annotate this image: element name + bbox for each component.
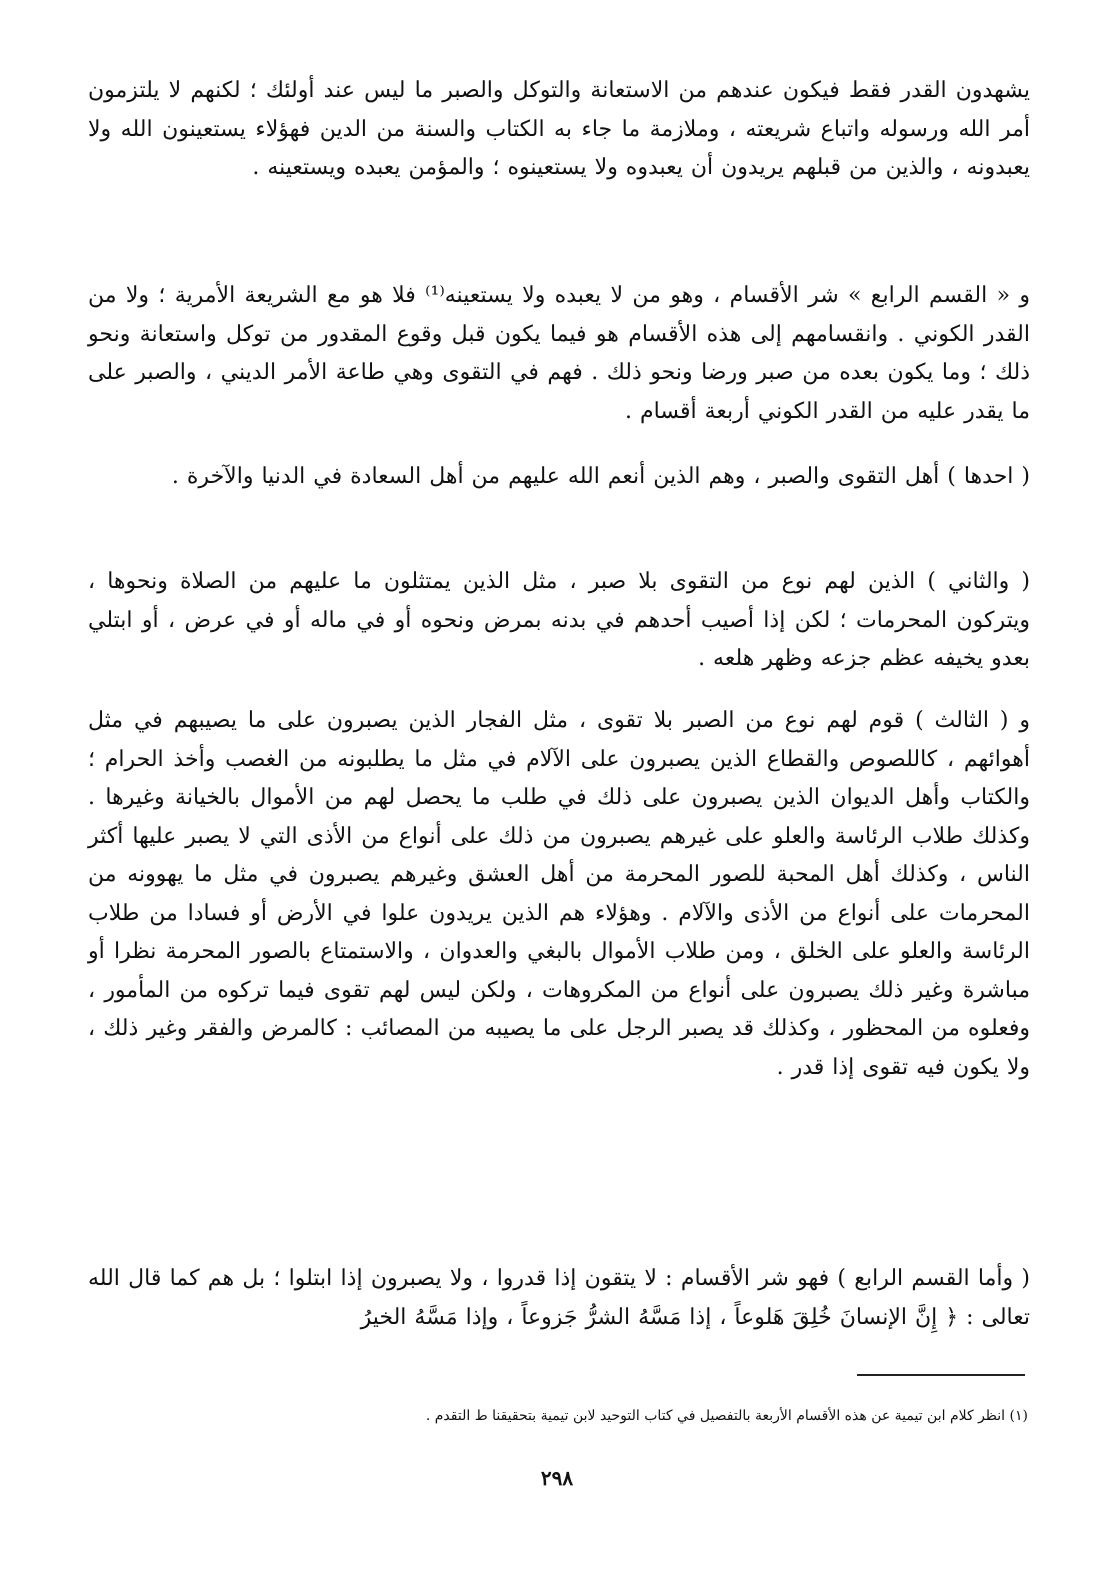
paragraph-3: ( احدها ) أهل التقوى والصبر ، وهم الذين أنعم الله عليهم من أهل السعادة في الدنيا والآخرة .	[171, 464, 1030, 489]
footnote: (١) انظر كلام ابن تيمية عن هذه الأقسام الأربعة بالتفصيل في كتاب التوحيد لابن تيمية بتحقيقنا ط التقدم .	[425, 1408, 1028, 1424]
paragraph-2: و « القسم الرابع » شر الأقسام ، وهو من لا يعبده ولا يستعينه⁽¹⁾ فلا هو مع الشريعة الأمرية ؛ ولا من القدر الكوني . وانقسامهم إلى هذه الأقسام هو فيما يكون قبل وقوع المقدور من توكل واستعانة ونحو ذلك ؛ وما يكون بعده من صبر ورضا ونحو ذلك . فهم في التقوى وهي طاعة الأمر الديني ، والصبر على ما يقدر عليه من القدر الكوني أربعة أقسام .	[88, 283, 1030, 424]
paragraph-6: ( وأما القسم الرابع ) فهو شر الأقسام : لا يتقون إذا قدروا ، ولا يصبرون إذا ابتلوا ؛ بل هم كما قال الله تعالى : ﴿ إِنَّ الإنسانَ خُلِقَ هَلوعاً ، إذا مَسَّهُ الشرُّ جَزوعاً ، وإذا مَسَّهُ الخيرُ	[88, 1266, 1030, 1330]
paragraph-4: ( والثاني ) الذين لهم نوع من التقوى بلا صبر ، مثل الذين يمتثلون ما عليهم من الصلاة ونحوها ، ويتركون المحرمات ؛ لكن إذا أصيب أحدهم في بدنه بمرض ونحوه أو في ماله أو في عرض ، أو ابتلي بعدو يخيفه عظم جزعه وظهر هلعه .	[88, 569, 1030, 671]
paragraph-5: و ( الثالث ) قوم لهم نوع من الصبر بلا تقوى ، مثل الفجار الذين يصبرون على ما يصيبهم في مثل أهوائهم ، كاللصوص والقطاع الذين يصبرون على الآلام في مثل ما يطلبونه من الغصب وأخذ الحرام ؛ والكتاب وأهل الديوان الذين يصبرون على ذلك في طلب ما يحصل لهم من الأموال بالخيانة وغيرها . وكذلك طلاب الرئاسة والعلو على غيرهم يصبرون من ذلك على أنواع من الأذى التي لا يصبر عليها أكثر الناس ، وكذلك أهل المحبة للصور المحرمة من أهل العشق وغيرهم يصبرون في مثل ما يهوونه من المحرمات على أنواع من الأذى والآلام . وهؤلاء هم الذين يريدون علوا في الأرض أو فسادا من طلاب الرئاسة والعلو على الخلق ، ومن طلاب الأموال بالبغي والعدوان ، والاستمتاع بالصور المحرمة نظرا أو مباشرة وغير ذلك يصبرون على أنواع من المكروهات ، ولكن ليس لهم تقوى فيما تركوه من المأمور ، وفعلوه من المحظور ، وكذلك قد يصبر الرجل على ما يصيبه من المصائب : كالمرض والفقر وغير ذلك ، ولا يكون فيه تقوى إذا قدر .	[88, 708, 1030, 1080]
page-number: ٢٩٨	[540, 1466, 574, 1490]
footnote-divider	[857, 1374, 1025, 1376]
paragraph-1: يشهدون القدر فقط فيكون عندهم من الاستعانة والتوكل والصبر ما ليس عند أولئك ؛ لكنهم لا يلتزمون أمر الله ورسوله واتباع شريعته ، وملازمة ما جاء به الكتاب والسنة من الدين فهؤلاء يستعينون الله ولا يعبدونه ، والذين من قبلهم يريدون أن يعبدوه ولا يستعينوه ؛ والمؤمن يعبده ويستعينه .	[88, 78, 1030, 180]
